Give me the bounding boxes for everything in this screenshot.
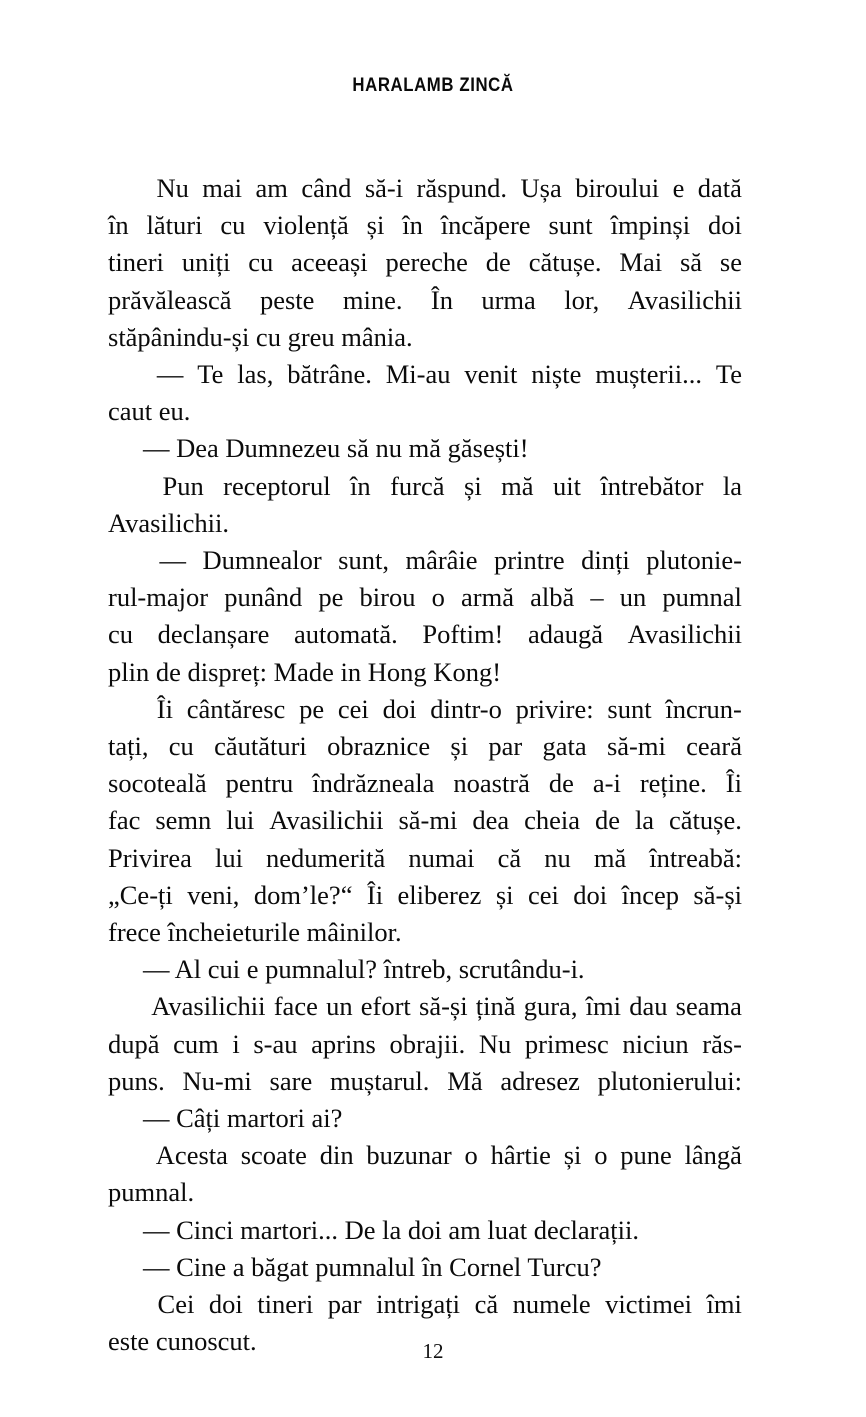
word: uit: [552, 470, 581, 501]
word: dinți: [581, 545, 630, 576]
text-line: [108, 244, 742, 281]
word: aceeași: [291, 247, 368, 278]
word: și: [450, 731, 469, 762]
word: lui: [214, 842, 243, 873]
word: puns.: [108, 1065, 165, 1096]
word: urma: [481, 284, 536, 315]
word: pereche: [385, 247, 468, 278]
text-line: [108, 654, 742, 691]
word: scoate: [240, 1140, 307, 1171]
word: par: [488, 731, 523, 762]
text-line: [108, 282, 742, 319]
word: bătrâne.: [287, 359, 372, 390]
word: e: [672, 173, 685, 203]
first-line-indent: [108, 951, 143, 988]
word: întreabă:: [649, 842, 742, 873]
word: Mi-au: [385, 359, 451, 390]
word: nu: [544, 842, 571, 873]
word: doi: [708, 210, 742, 241]
word: Pun: [162, 470, 204, 501]
word: plutonie-: [646, 545, 742, 576]
dialogue-paragraph: [108, 951, 742, 988]
text-line: [108, 616, 742, 653]
word: semn: [155, 805, 212, 836]
word: cheia: [524, 805, 580, 836]
text-line: [108, 988, 742, 1025]
word: îmi: [706, 1289, 742, 1320]
word: se: [719, 247, 742, 278]
word: să: [679, 247, 703, 278]
word: receptorul: [223, 470, 331, 501]
word: pentru: [225, 768, 294, 799]
word: nedumerită: [266, 842, 386, 873]
word: să-mi: [398, 805, 458, 836]
word: victimei: [605, 1289, 692, 1320]
word: țină: [475, 991, 516, 1022]
word: mai: [202, 173, 243, 203]
word: reține.: [639, 768, 707, 799]
word: în: [108, 210, 129, 241]
word: declanșare: [157, 619, 270, 650]
text-line: [108, 840, 742, 877]
word: automată.: [294, 619, 398, 650]
word: Privirea: [108, 842, 192, 873]
word: răs-: [702, 1028, 742, 1059]
word-run: caut eu.: [108, 396, 191, 427]
word: a-i: [592, 768, 621, 799]
text-line: [108, 802, 742, 839]
text-line: [108, 1249, 742, 1286]
first-line-indent: [108, 356, 143, 393]
word: fac: [108, 805, 141, 836]
word: din: [319, 1140, 354, 1171]
word-run: — Câți martori ai?: [143, 1103, 343, 1134]
word: Ușa: [520, 173, 562, 203]
word: mine.: [342, 284, 403, 315]
word: mă: [593, 842, 627, 873]
dialogue-paragraph: [108, 1249, 742, 1286]
dialogue-paragraph: [108, 1100, 742, 1137]
word: Îi: [725, 768, 742, 799]
word: să-și: [693, 879, 742, 910]
word-run: — Cine a băgat pumnalul în Cornel Turcu?: [143, 1251, 602, 1282]
page-number: 12: [422, 1339, 444, 1363]
word: de: [594, 805, 620, 836]
running-head: HARALAMB ZINCĂ: [352, 74, 514, 96]
text-line: [108, 877, 742, 914]
first-line-indent: [108, 468, 143, 505]
word: și: [366, 210, 385, 241]
word: —: [159, 545, 186, 576]
word: o: [464, 1140, 478, 1171]
word: tineri: [257, 1289, 314, 1320]
word: că: [474, 1289, 499, 1320]
word: Te: [197, 359, 224, 390]
word: rul-major: [108, 582, 209, 613]
word: încrun-: [665, 693, 742, 724]
word: sunt: [607, 693, 652, 724]
first-line-indent: [108, 691, 143, 728]
word: o: [431, 582, 445, 613]
text-line: [108, 951, 742, 988]
word-run: plin de dispreț: Made in Hong Kong!: [108, 656, 502, 687]
word: niciun: [622, 1028, 689, 1059]
word: Îi: [366, 879, 384, 910]
text-line: [108, 1026, 742, 1063]
word: pe: [318, 582, 344, 613]
word-run: frece încheieturile mâinilor.: [108, 917, 402, 948]
text-line: [108, 1100, 742, 1137]
word: tineri: [108, 247, 164, 278]
text-line: [108, 505, 742, 542]
word-run: — Dea Dumnezeu să nu mă găsești!: [143, 433, 529, 464]
first-line-indent: [108, 542, 143, 579]
word: cu: [220, 210, 246, 241]
text-line: [108, 1286, 742, 1323]
word: las,: [237, 359, 274, 390]
word: Avasilichii: [151, 991, 266, 1022]
word: punând: [224, 582, 303, 613]
word: dată: [697, 173, 742, 203]
narrative-paragraph: [108, 468, 742, 542]
text-line: [108, 765, 742, 802]
word: că: [497, 842, 522, 873]
word: birou: [359, 582, 416, 613]
word: —: [156, 359, 184, 390]
first-line-indent: [108, 1212, 143, 1249]
word: privire:: [515, 693, 594, 724]
word: „Ce-ți: [108, 879, 173, 910]
word: adaugă: [528, 619, 604, 650]
word: împinși: [610, 210, 691, 241]
word: Îi: [156, 693, 173, 724]
word: la: [722, 470, 742, 501]
word: sunt,: [338, 545, 389, 576]
first-line-indent: [108, 1100, 143, 1137]
word: face: [273, 991, 318, 1022]
word: numai: [408, 842, 475, 873]
word: socoteală: [108, 768, 207, 799]
word: printre: [494, 545, 565, 576]
word: efort: [360, 991, 411, 1022]
word: furcă: [390, 470, 445, 501]
text-line: [108, 170, 742, 207]
text-line: [108, 356, 742, 393]
word: Dumnealor: [202, 545, 322, 576]
word: violență: [263, 210, 349, 241]
word: doi: [382, 693, 417, 724]
word: lor,: [564, 284, 600, 315]
word: seama: [675, 991, 742, 1022]
word: obrajii.: [389, 1028, 466, 1059]
word: sare: [269, 1065, 313, 1096]
word: dom’le?“: [253, 879, 353, 910]
text-line: [108, 430, 742, 467]
first-line-indent: [108, 430, 143, 467]
word: cu: [248, 247, 274, 278]
word: prăvălească: [108, 284, 232, 315]
word: întrebător: [600, 470, 704, 501]
word: niște: [531, 359, 582, 390]
dialogue-paragraph: [108, 356, 742, 430]
word-run: Avasilichii.: [108, 507, 229, 538]
word: Avasilichii: [269, 805, 384, 836]
dialogue-paragraph: [108, 430, 742, 467]
word: când: [301, 173, 352, 203]
word: Mă: [447, 1065, 483, 1096]
word: biroului: [575, 173, 660, 203]
word: ceară: [686, 731, 742, 762]
word-run: stăpânindu-și cu greu mânia.: [108, 321, 413, 352]
narrative-paragraph: [108, 170, 742, 356]
word: peste: [259, 284, 315, 315]
word: armă: [461, 582, 514, 613]
word: noastră: [453, 768, 530, 799]
word: intrigați: [376, 1289, 461, 1320]
word-run: pumnal.: [108, 1177, 195, 1208]
word: doi: [573, 879, 608, 910]
word: și: [464, 470, 482, 501]
word: îmi: [585, 991, 621, 1022]
word: îndrăzneala: [312, 768, 435, 799]
word: dau: [629, 991, 668, 1022]
word: căutături: [214, 731, 307, 762]
word: am: [255, 173, 288, 203]
word: primesc: [524, 1028, 609, 1059]
word: în: [350, 470, 371, 501]
word: obraznice: [327, 731, 431, 762]
dialogue-paragraph: [108, 1212, 742, 1249]
word: o: [594, 1140, 608, 1171]
word: aprins: [311, 1028, 376, 1059]
word: s-au: [253, 1028, 298, 1059]
word: cum: [173, 1028, 219, 1059]
word: în: [402, 210, 423, 241]
word: cântăresc: [186, 693, 286, 724]
word: Avasilichii: [627, 284, 742, 315]
word-run: — Al cui e pumnalul? întreb, scrutându-i.: [143, 954, 585, 985]
word: Avasilichii: [627, 619, 742, 650]
word: să-i: [364, 173, 404, 203]
word: plutonierului:: [597, 1065, 742, 1096]
word: gata: [542, 731, 587, 762]
word: mă: [501, 470, 534, 501]
word: lui: [226, 805, 255, 836]
text-line: [108, 579, 742, 616]
body-text: [108, 170, 742, 1361]
first-line-indent: [108, 170, 143, 207]
word: i: [232, 1028, 240, 1059]
word: încăpere: [440, 210, 531, 241]
word: de: [548, 768, 574, 799]
word: cu: [168, 731, 194, 762]
word: mârâie: [405, 545, 478, 576]
word-run: este cunoscut.: [108, 1326, 257, 1357]
word: pe: [299, 693, 325, 724]
word: adresez: [500, 1065, 580, 1096]
word: cătușe.: [528, 247, 602, 278]
word: un: [326, 991, 353, 1022]
word: eliberez: [397, 879, 482, 910]
text-line: [108, 914, 742, 951]
word: Te: [715, 359, 742, 390]
word: numele: [512, 1289, 591, 1320]
word: buzunar: [366, 1140, 452, 1171]
word: pumnal: [662, 582, 742, 613]
word: gura,: [523, 991, 578, 1022]
word: par: [327, 1289, 362, 1320]
word: Nu-mi: [182, 1065, 252, 1096]
word: –: [590, 582, 604, 613]
word: Nu: [478, 1028, 512, 1059]
word: pune: [620, 1140, 672, 1171]
word: sunt: [548, 210, 593, 241]
word: să-și: [419, 991, 468, 1022]
word: muștarul.: [330, 1065, 430, 1096]
word: tați,: [108, 731, 149, 762]
text-line: [108, 393, 742, 430]
dialogue-paragraph: [108, 542, 742, 691]
word: răspund.: [416, 173, 508, 203]
text-line: [108, 468, 742, 505]
first-line-indent: [108, 1286, 143, 1323]
text-line: [108, 542, 742, 579]
word: un: [619, 582, 647, 613]
text-line: [108, 1212, 742, 1249]
narrative-paragraph: [108, 988, 742, 1100]
word: să-mi: [606, 731, 666, 762]
word: cu: [108, 619, 134, 650]
text-line: [108, 728, 742, 765]
first-line-indent: [108, 988, 143, 1025]
text-line: [108, 207, 742, 244]
first-line-indent: [108, 1249, 143, 1286]
narrative-paragraph: [108, 1137, 742, 1211]
word: și: [563, 1140, 582, 1171]
word: Nu: [156, 173, 189, 203]
text-line: [108, 1137, 742, 1174]
word: dea: [472, 805, 510, 836]
word: venit: [464, 359, 518, 390]
word: În: [430, 284, 453, 315]
word: Acesta: [155, 1140, 228, 1171]
text-line: [108, 691, 742, 728]
word: la: [634, 805, 655, 836]
word-run: — Cinci martori... De la doi am luat declarații.: [143, 1214, 639, 1245]
word: Cei: [157, 1289, 195, 1320]
word: albă: [530, 582, 575, 613]
word: Mai: [619, 247, 663, 278]
word: mușterii...: [595, 359, 702, 390]
word: veni,: [187, 879, 240, 910]
word: încep: [621, 879, 679, 910]
word: uniți: [181, 247, 231, 278]
word: cătușe.: [669, 805, 742, 836]
text-line: [108, 319, 742, 356]
word: Poftim!: [422, 619, 504, 650]
narrative-paragraph: [108, 691, 742, 951]
word: după: [108, 1028, 160, 1059]
word: cei: [337, 693, 369, 724]
word: lături: [146, 210, 203, 241]
word: doi: [208, 1289, 243, 1320]
word: lângă: [684, 1140, 742, 1171]
first-line-indent: [108, 1137, 143, 1174]
text-line: [108, 1174, 742, 1211]
word: hârtie: [490, 1140, 551, 1171]
word: și: [495, 879, 514, 910]
word: dintr-o: [430, 693, 502, 724]
text-line: [108, 1063, 742, 1100]
word: de: [485, 247, 511, 278]
word: cei: [527, 879, 559, 910]
